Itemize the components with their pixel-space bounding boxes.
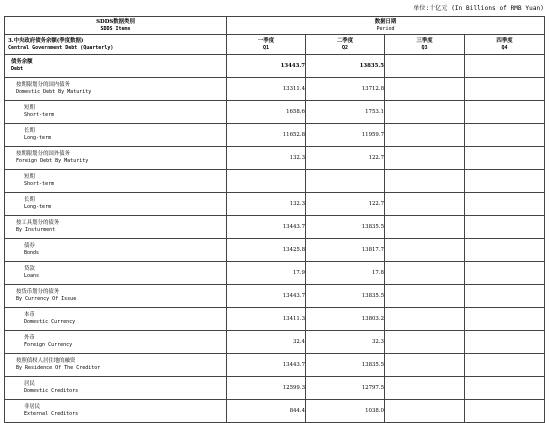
quarter-q4-zh: 四季度 <box>496 37 513 44</box>
row-label <box>5 262 227 285</box>
row-label-en: Loans <box>24 273 40 279</box>
data-rows <box>5 55 545 423</box>
cell-q3 <box>385 400 465 423</box>
table-row <box>5 147 545 170</box>
row-label <box>5 377 227 400</box>
table-row <box>5 262 545 285</box>
cell-q3 <box>385 285 465 308</box>
cell-q4 <box>465 262 545 285</box>
row-label-en: Long-term <box>24 204 52 210</box>
quarter-q4-en: Q4 <box>501 44 508 51</box>
row-label-zh: 按货币划分的债务 <box>16 289 60 296</box>
table-row <box>5 78 545 101</box>
section-title-zh: 3.中央政府债务余额(季度数据) <box>8 37 84 44</box>
row-label-zh: 居民 <box>24 381 35 388</box>
table-row <box>5 308 545 331</box>
cell-q3 <box>385 55 465 78</box>
cell-q4 <box>465 308 545 331</box>
row-label-zh: 短期 <box>24 174 35 181</box>
row-label-zh: 按期限划分的国内债务 <box>16 82 70 89</box>
row-label-zh: 短期 <box>24 105 35 112</box>
cell-q2: 122.7 <box>306 193 385 216</box>
row-label <box>5 308 227 331</box>
row-label-en: By Insturment <box>16 227 56 233</box>
section-title <box>5 35 227 55</box>
cell-q4 <box>465 216 545 239</box>
section-title-en: Central Government Debt (Quarterly) <box>8 44 114 51</box>
cell-q4 <box>465 101 545 124</box>
quarter-q2-en: Q2 <box>341 44 349 51</box>
cell-q1: 1658.6 <box>227 101 306 124</box>
cell-q2: 13835.5 <box>306 216 385 239</box>
cell-q1: 13311.4 <box>227 78 306 101</box>
cell-q4 <box>465 354 545 377</box>
cell-q1: 11652.8 <box>227 124 306 147</box>
cell-q2: 13835.5 <box>306 285 385 308</box>
table-row <box>5 354 545 377</box>
cell-q1: 17.9 <box>227 262 306 285</box>
row-label-zh: 长期 <box>24 197 35 204</box>
cell-q4 <box>465 124 545 147</box>
row-label-zh: 债务余额 <box>11 59 33 66</box>
quarter-header-q3 <box>385 35 465 55</box>
cell-q3 <box>385 262 465 285</box>
row-label-zh: 本币 <box>24 312 35 319</box>
cell-q3 <box>385 331 465 354</box>
quarter-q1-en: Q1 <box>262 44 270 51</box>
row-label-zh: 外币 <box>24 335 35 342</box>
cell-q3 <box>385 124 465 147</box>
unit-note: 单位:十亿元 (In Billions of RMB Yuan) <box>413 5 544 12</box>
cell-q1 <box>227 170 306 193</box>
row-label-en: External Creditors <box>24 411 79 417</box>
quarter-header-q2 <box>306 35 385 55</box>
row-label-zh: 按期限划分的国外债务 <box>16 151 70 158</box>
sdds-table <box>4 16 545 423</box>
cell-q3 <box>385 308 465 331</box>
quarter-q1-zh: 一季度 <box>257 37 275 44</box>
items-header <box>5 17 227 35</box>
row-label <box>5 216 227 239</box>
table-row <box>5 193 545 216</box>
cell-q3 <box>385 377 465 400</box>
quarter-q3-en: Q3 <box>421 44 428 51</box>
cell-q1: 13443.7 <box>227 216 306 239</box>
cell-q2: 32.3 <box>306 331 385 354</box>
row-label <box>5 354 227 377</box>
cell-q4 <box>465 377 545 400</box>
cell-q3 <box>385 170 465 193</box>
table-row <box>5 377 545 400</box>
period-header-en: Period <box>376 25 395 32</box>
cell-q2: 122.7 <box>306 147 385 170</box>
table-row <box>5 55 545 78</box>
table-row <box>5 124 545 147</box>
items-header-zh: SDDS数据类别 <box>96 18 135 25</box>
cell-q4 <box>465 78 545 101</box>
quarter-header-q1 <box>227 35 306 55</box>
cell-q4 <box>465 193 545 216</box>
cell-q4 <box>465 285 545 308</box>
row-label <box>5 285 227 308</box>
cell-q3 <box>385 354 465 377</box>
cell-q1: 32.4 <box>227 331 306 354</box>
cell-q2: 13803.2 <box>306 308 385 331</box>
cell-q2: 1753.1 <box>306 101 385 124</box>
row-label <box>5 55 227 78</box>
cell-q4 <box>465 55 545 78</box>
cell-q1: 13443.7 <box>227 285 306 308</box>
period-header-zh: 数据日期 <box>374 18 397 25</box>
quarter-q2-zh: 二季度 <box>336 37 354 44</box>
table-row <box>5 400 545 423</box>
row-label-en: Domestic Currency <box>24 319 76 325</box>
row-label-en: By Residence Of The Creditor <box>16 365 101 371</box>
cell-q2: 1038.0 <box>306 400 385 423</box>
cell-q3 <box>385 101 465 124</box>
row-label <box>5 170 227 193</box>
cell-q2: 13712.8 <box>306 78 385 101</box>
row-label-en: Foreign Debt By Maturity <box>16 158 89 164</box>
cell-q3 <box>385 78 465 101</box>
row-label-zh: 长期 <box>24 128 35 135</box>
cell-q1: 13411.3 <box>227 308 306 331</box>
table-row <box>5 239 545 262</box>
quarter-header-q4 <box>465 35 545 55</box>
cell-q1: 13425.8 <box>227 239 306 262</box>
cell-q4 <box>465 400 545 423</box>
table-row <box>5 170 545 193</box>
row-label-en: Bonds <box>24 250 40 256</box>
row-label-zh: 按照债权人居住地的融资 <box>16 358 76 365</box>
row-label-en: Foreign Currency <box>24 342 73 348</box>
items-header-en: SDDS Items <box>100 25 131 32</box>
table-row <box>5 216 545 239</box>
row-label-zh: 按工具划分的债务 <box>16 220 60 227</box>
row-label <box>5 147 227 170</box>
cell-q1: 844.4 <box>227 400 306 423</box>
cell-q2: 17.8 <box>306 262 385 285</box>
row-label <box>5 193 227 216</box>
row-label-en: Domestic Debt By Maturity <box>16 89 92 95</box>
cell-q1: 13443.7 <box>227 354 306 377</box>
table-row <box>5 101 545 124</box>
row-label-en: Short-term <box>24 181 55 187</box>
row-label-en: Short-term <box>24 112 55 118</box>
row-label-en: Debt <box>11 66 24 72</box>
quarter-q3-zh: 三季度 <box>416 37 433 44</box>
header-row <box>5 17 545 35</box>
cell-q1: 12599.3 <box>227 377 306 400</box>
row-label <box>5 400 227 423</box>
cell-q2: 13835.5 <box>306 55 385 78</box>
row-label-en: By Currency Of Issue <box>16 296 77 302</box>
table-row <box>5 331 545 354</box>
row-label-zh: 债券 <box>24 243 35 250</box>
row-label-zh: 贷款 <box>24 266 35 273</box>
cell-q2: 12797.5 <box>306 377 385 400</box>
cell-q3 <box>385 216 465 239</box>
cell-q4 <box>465 239 545 262</box>
cell-q1: 132.3 <box>227 193 306 216</box>
cell-q2: 11959.7 <box>306 124 385 147</box>
cell-q1: 13443.7 <box>227 55 306 78</box>
row-label-zh: 非居民 <box>24 404 41 411</box>
period-header <box>227 17 545 35</box>
cell-q4 <box>465 170 545 193</box>
cell-q3 <box>385 147 465 170</box>
cell-q2: 13835.5 <box>306 354 385 377</box>
row-label-en: Domestic Creditors <box>24 388 79 394</box>
cell-q2: 13817.7 <box>306 239 385 262</box>
cell-q1: 132.3 <box>227 147 306 170</box>
cell-q4 <box>465 147 545 170</box>
cell-q2 <box>306 170 385 193</box>
row-label <box>5 331 227 354</box>
row-label <box>5 239 227 262</box>
row-label <box>5 124 227 147</box>
cell-q3 <box>385 193 465 216</box>
table-row <box>5 285 545 308</box>
row-label <box>5 78 227 101</box>
section-row <box>5 35 545 55</box>
row-label <box>5 101 227 124</box>
cell-q3 <box>385 239 465 262</box>
cell-q4 <box>465 331 545 354</box>
row-label-en: Long-term <box>24 135 52 141</box>
